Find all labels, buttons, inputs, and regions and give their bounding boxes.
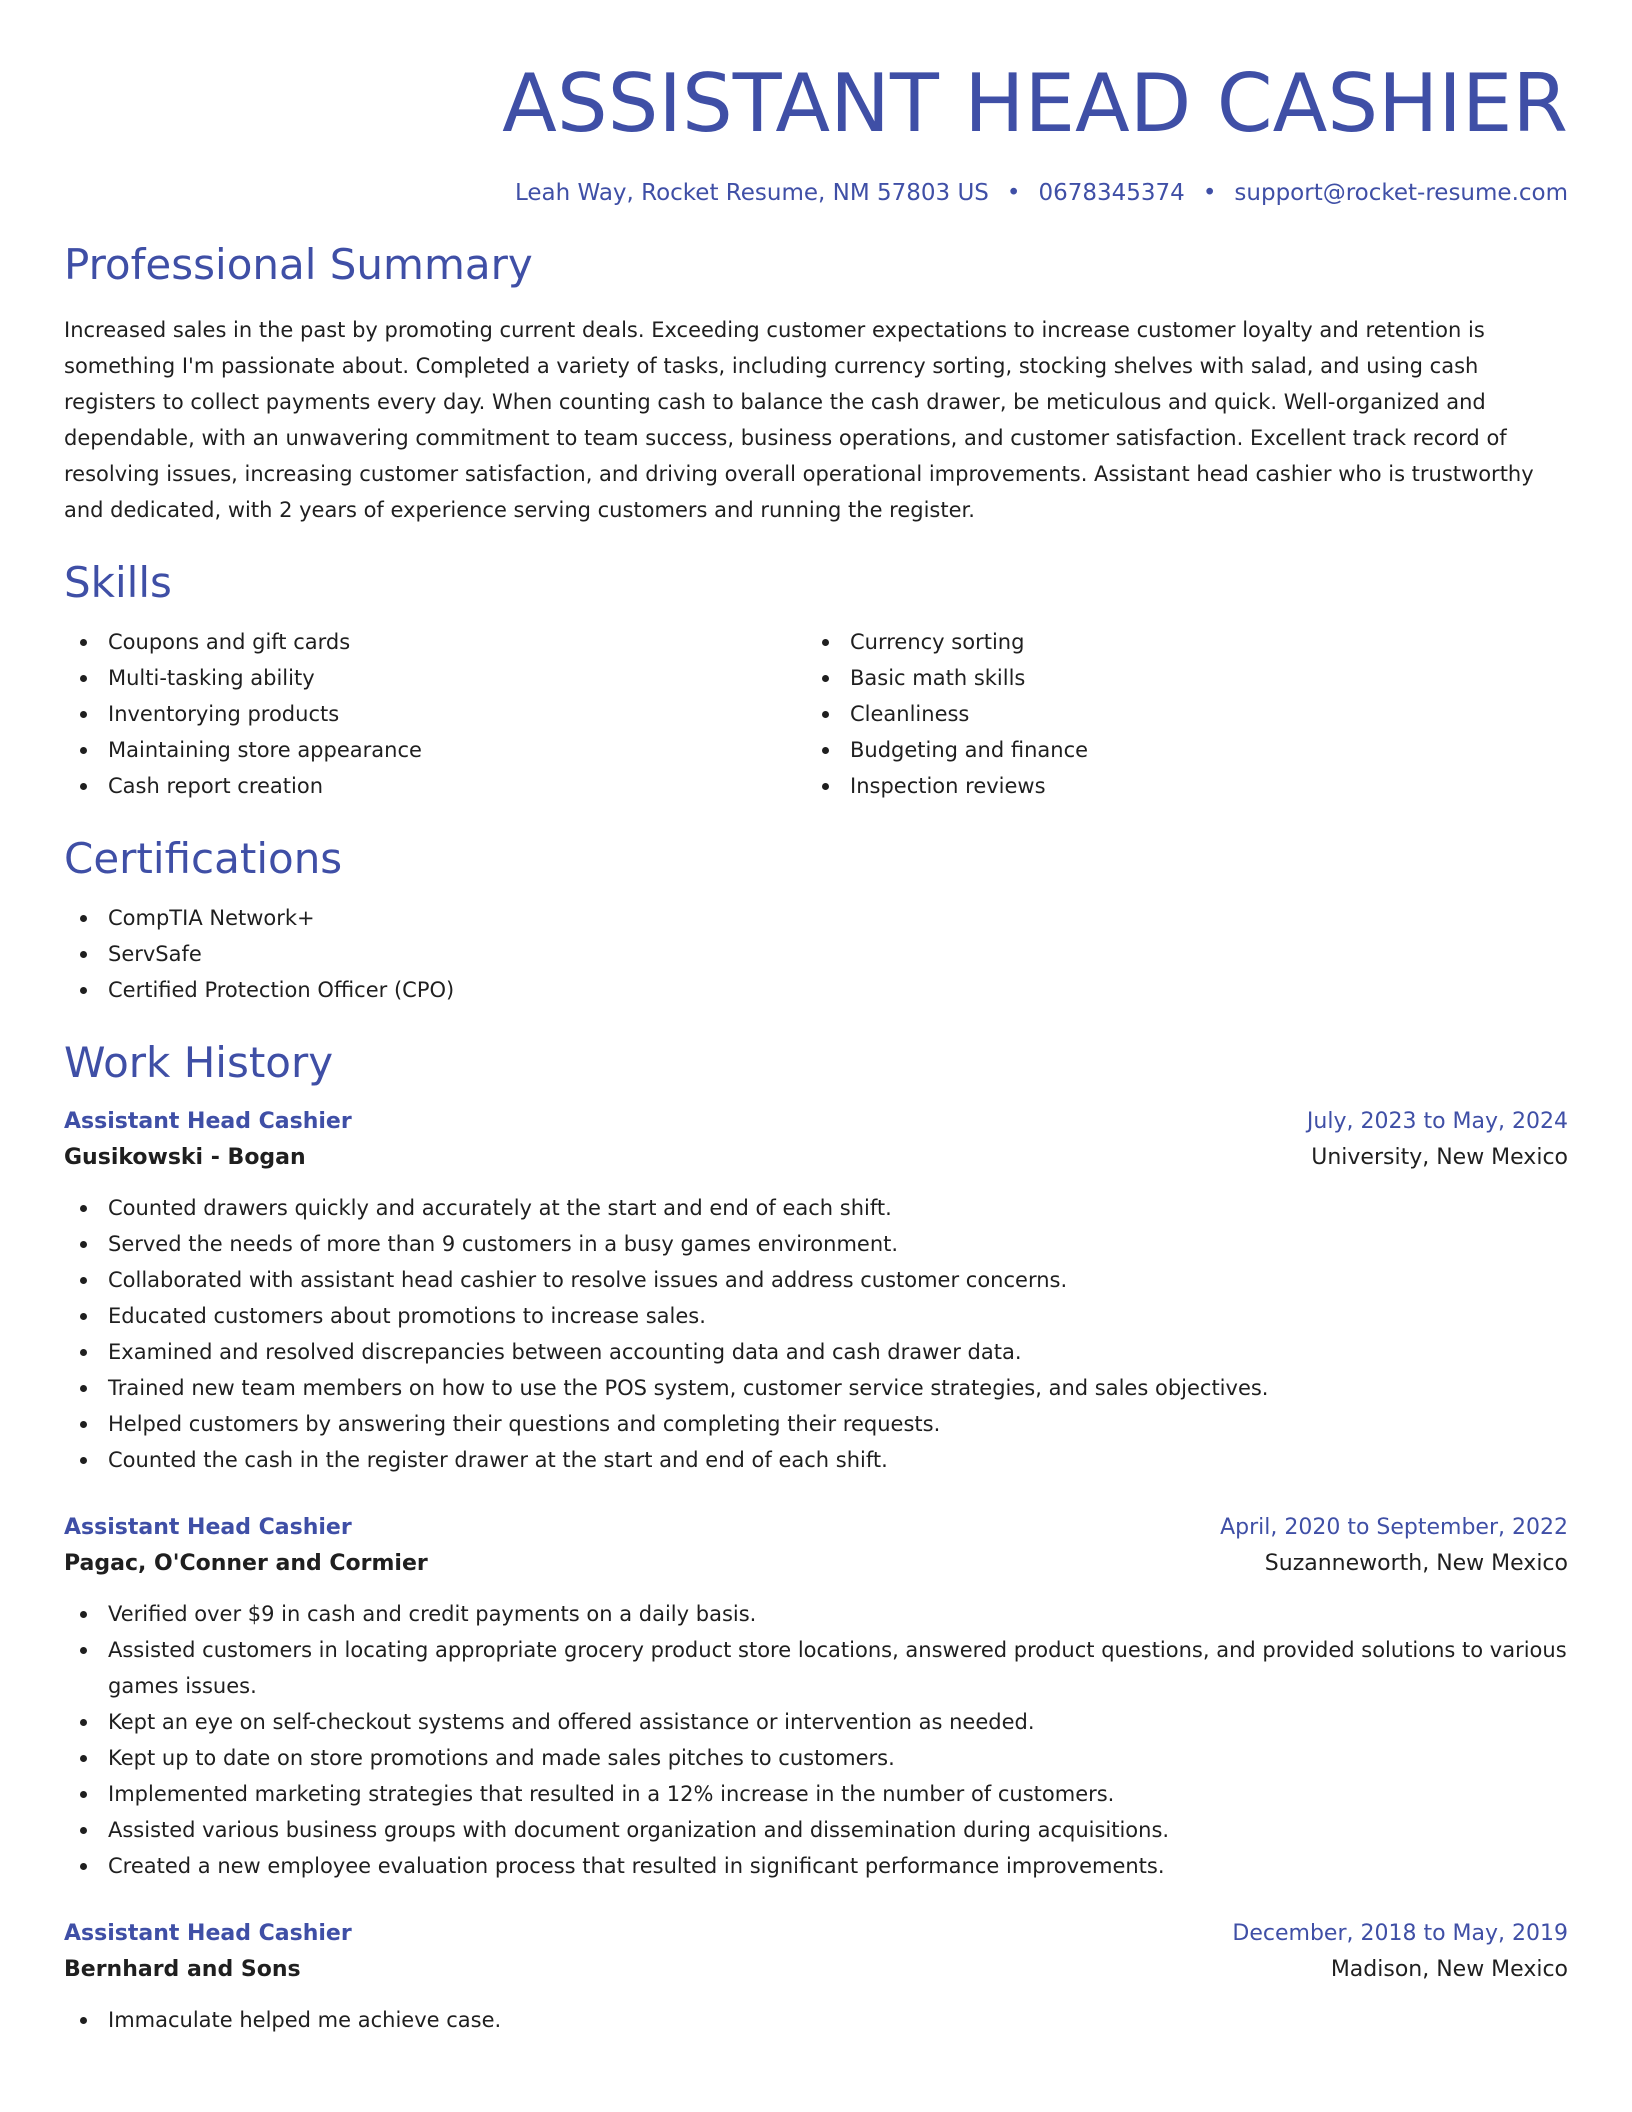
skills-list-left — [64, 624, 806, 804]
job-company: Pagac, O'Conner and Cormier — [64, 1551, 428, 1576]
job-title: Assistant Head Cashier — [64, 1515, 352, 1540]
summary-text: Increased sales in the past by promoting current deals. Exceeding customer expectations to increase customer loyalty and retention is something I'm passionate about. Completed a variety of tasks, including currency sorting, stocking shelves with salad, and using cash registers to collect payments every day. When counting cash to balance the cash drawer, be meticulous and quick. Well-organized and dependable, with an unwavering commitment to team success, business operations, and customer satisfaction. Excellent track record of resolving issues, increasing customer satisfaction, and driving overall operational improvements. Assistant head cashier who is trustworthy and dedicated, with 2 years of experience serving customers and running the register. — [64, 318, 1534, 522]
contact-email[interactable]: support@rocket-resume.com — [1234, 180, 1568, 206]
work-history-heading: Work History — [64, 1038, 334, 1087]
job-bullet: Kept an eye on self-checkout systems and offered assistance or intervention as needed. — [64, 1704, 1568, 1740]
certifications-heading: Certifications — [64, 834, 343, 883]
skills-columns — [64, 624, 1568, 804]
certification-item: Certified Protection Officer (CPO) — [64, 972, 1568, 1008]
job-header-row — [64, 1510, 1568, 1546]
job-header-row — [64, 1104, 1568, 1140]
skill-item: Inspection reviews — [806, 768, 1548, 804]
job-bullet: Kept up to date on store promotions and made sales pitches to customers. — [64, 1740, 1568, 1776]
contact-separator: • — [1006, 180, 1021, 206]
contact-line — [64, 178, 1568, 208]
job-bullets — [64, 2002, 1568, 2038]
job-company-row — [64, 1952, 1568, 1988]
job-bullet: Assisted customers in locating appropriate grocery product store locations, answered product questions, and provided solutions to various games issues. — [64, 1632, 1568, 1704]
summary-heading: Professional Summary — [64, 240, 533, 289]
skill-item: Currency sorting — [806, 624, 1548, 660]
job-title: Assistant Head Cashier — [64, 1921, 352, 1946]
job-entry — [64, 1510, 1568, 1884]
contact-phone: 0678345374 — [1038, 180, 1185, 206]
job-header-row — [64, 1916, 1568, 1952]
skill-item: Coupons and gift cards — [64, 624, 806, 660]
job-bullets — [64, 1596, 1568, 1884]
skill-item: Budgeting and finance — [806, 732, 1548, 768]
job-location: Madison, New Mexico — [1330, 1957, 1568, 1982]
certification-item: CompTIA Network+ — [64, 900, 1568, 936]
job-company-row — [64, 1140, 1568, 1176]
job-bullet: Immaculate helped me achieve case. — [64, 2002, 1568, 2038]
job-bullet: Verified over $9 in cash and credit payments on a daily basis. — [64, 1596, 1568, 1632]
job-location: Suzanneworth, New Mexico — [1264, 1551, 1568, 1576]
contact-address: Leah Way, Rocket Resume, NM 57803 US — [515, 180, 989, 206]
contact-separator: • — [1202, 180, 1217, 206]
skills-heading: Skills — [64, 558, 172, 607]
job-bullet: Counted drawers quickly and accurately at the start and end of each shift. — [64, 1190, 1568, 1226]
work-history-section — [64, 1036, 1568, 2038]
job-dates: December, 2018 to May, 2019 — [1232, 1921, 1568, 1946]
job-bullet: Trained new team members on how to use the POS system, customer service strategies, and sales objectives. — [64, 1370, 1568, 1406]
skills-section — [64, 556, 1568, 804]
skill-item: Inventorying products — [64, 696, 806, 732]
resume-header — [64, 0, 1568, 208]
job-dates: July, 2023 to May, 2024 — [1306, 1109, 1568, 1134]
job-bullet: Counted the cash in the register drawer at the start and end of each shift. — [64, 1442, 1568, 1478]
skills-list-right — [806, 624, 1548, 804]
job-bullet: Collaborated with assistant head cashier to resolve issues and address customer concerns. — [64, 1262, 1568, 1298]
job-company-row — [64, 1546, 1568, 1582]
summary-section — [64, 238, 1568, 528]
job-bullet: Examined and resolved discrepancies between accounting data and cash drawer data. — [64, 1334, 1568, 1370]
skill-item: Maintaining store appearance — [64, 732, 806, 768]
certifications-section — [64, 832, 1568, 1008]
resume-title: ASSISTANT HEAD CASHIER — [502, 57, 1568, 150]
certification-item: ServSafe — [64, 936, 1568, 972]
job-dates: April, 2020 to September, 2022 — [1220, 1515, 1568, 1540]
job-company: Bernhard and Sons — [64, 1957, 301, 1982]
skill-item: Cash report creation — [64, 768, 806, 804]
job-bullets — [64, 1190, 1568, 1478]
job-entry — [64, 1104, 1568, 1478]
job-title: Assistant Head Cashier — [64, 1109, 352, 1134]
job-bullet: Educated customers about promotions to increase sales. — [64, 1298, 1568, 1334]
certifications-list — [64, 900, 1568, 1008]
job-company: Gusikowski - Bogan — [64, 1145, 306, 1170]
job-bullet: Assisted various business groups with document organization and dissemination during acquisitions. — [64, 1812, 1568, 1848]
skill-item: Multi-tasking ability — [64, 660, 806, 696]
job-bullet: Implemented marketing strategies that resulted in a 12% increase in the number of customers. — [64, 1776, 1568, 1812]
skill-item: Cleanliness — [806, 696, 1548, 732]
resume-page — [64, 0, 1568, 2038]
job-bullet: Created a new employee evaluation process that resulted in significant performance improvements. — [64, 1848, 1568, 1884]
job-bullet: Served the needs of more than 9 customers in a busy games environment. — [64, 1226, 1568, 1262]
job-location: University, New Mexico — [1311, 1145, 1568, 1170]
skill-item: Basic math skills — [806, 660, 1548, 696]
job-bullet: Helped customers by answering their questions and completing their requests. — [64, 1406, 1568, 1442]
job-entry — [64, 1916, 1568, 2038]
